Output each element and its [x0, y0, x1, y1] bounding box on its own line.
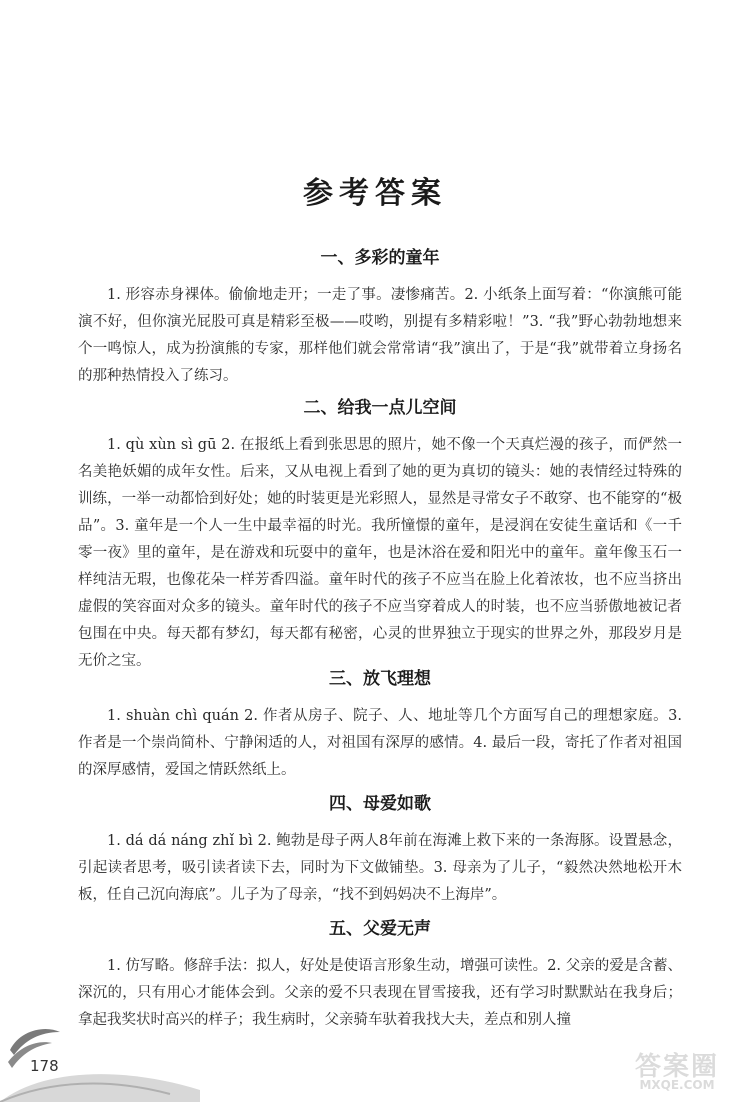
section-2	[78, 396, 682, 675]
page-title: 参考答案	[303, 176, 447, 211]
section-heading: 五、父爱无声	[329, 919, 431, 939]
decorative-swoosh-icon	[0, 1010, 200, 1102]
section-paragraph: 1. shuàn chì quán 2. 作者从房子、院子、人、地址等几个方面写自己的理想家庭。3. 作者是一个崇尚简朴、宁静闲适的人，对祖国有深厚的感情。4. 最后一段，寄托了作者对祖国的深厚感情，爱国之情跃然纸上。	[78, 708, 682, 778]
section-heading: 四、母爱如歌	[329, 794, 431, 814]
watermark-url: MXQE.COM	[639, 1078, 715, 1092]
section-heading: 一、多彩的童年	[320, 248, 440, 268]
section-paragraph: 1. dá dá náng zhǐ bì 2. 鲍勃是母子两人8年前在海滩上救下来的一条海豚。设置悬念，引起读者思考，吸引读者读下去，同时为下文做铺垫。3. 母亲为了儿子，“毅然决然地松开木板，任自己沉向海底”。儿子为了母亲，“找不到妈妈决不上海岸”。	[78, 833, 682, 903]
section-heading: 三、放飞理想	[329, 669, 431, 689]
section-4	[78, 792, 682, 909]
page-number: 178	[30, 1057, 59, 1075]
section-paragraph: 1. 形容赤身裸体。偷偷地走开；一走了事。凄惨痛苦。2. 小纸条上面写着：“你演熊可能演不好，但你演光屁股可真是精彩至极——哎哟，别提有多精彩啦！”3. “我”野心勃勃地想来个一鸣惊人，成为扮演熊的专家，那样他们就会常常请“我”演出了，于是“我”就带着立身扬名的那种热情投入了练习。	[78, 287, 682, 384]
section-paragraph: 1. 仿写略。修辞手法：拟人，好处是使语言形象生动，增强可读性。2. 父亲的爱是含蓄、深沉的，只有用心才能体会到。父亲的爱不只表现在冒雪接我，还有学习时默默站在我身后；拿起我奖状时高兴的样子；我生病时，父亲骑车驮着我找大夫，差点和别人撞	[78, 958, 682, 1028]
section-paragraph: 1. qù xùn sì gū 2. 在报纸上看到张思思的照片，她不像一个天真烂漫的孩子，而俨然一名美艳妖媚的成年女性。后来，又从电视上看到了她的更为真切的镜头：她的表情经过特殊的训练，一举一动都恰到好处；她的时装更是光彩照人，显然是寻常女子不敢穿、也不能穿的“极品”。3. 童年是一个人一生中最幸福的时光。我所憧憬的童年，是浸润在安徒生童话和《一千零一夜》里的童年，是在游戏和玩耍中的童年，也是沐浴在爱和阳光中的童年。童年像玉石一样纯洁无瑕，也像花朵一样芳香四溢。童年时代的孩子不应当在脸上化着浓妆，也不应当挤出虚假的笑容面对众多的镜头。童年时代的孩子不应当穿着成人的时装，也不应当骄傲地被记者包围在中央。每天都有梦幻，每天都有秘密，心灵的世界独立于现实的世界之外，那段岁月是无价之宝。	[78, 437, 682, 669]
section-3	[78, 667, 682, 784]
watermark-title: 答案圈	[634, 1052, 719, 1082]
section-heading: 二、给我一点儿空间	[303, 398, 457, 418]
section-1	[78, 246, 682, 390]
watermark	[612, 1046, 742, 1096]
